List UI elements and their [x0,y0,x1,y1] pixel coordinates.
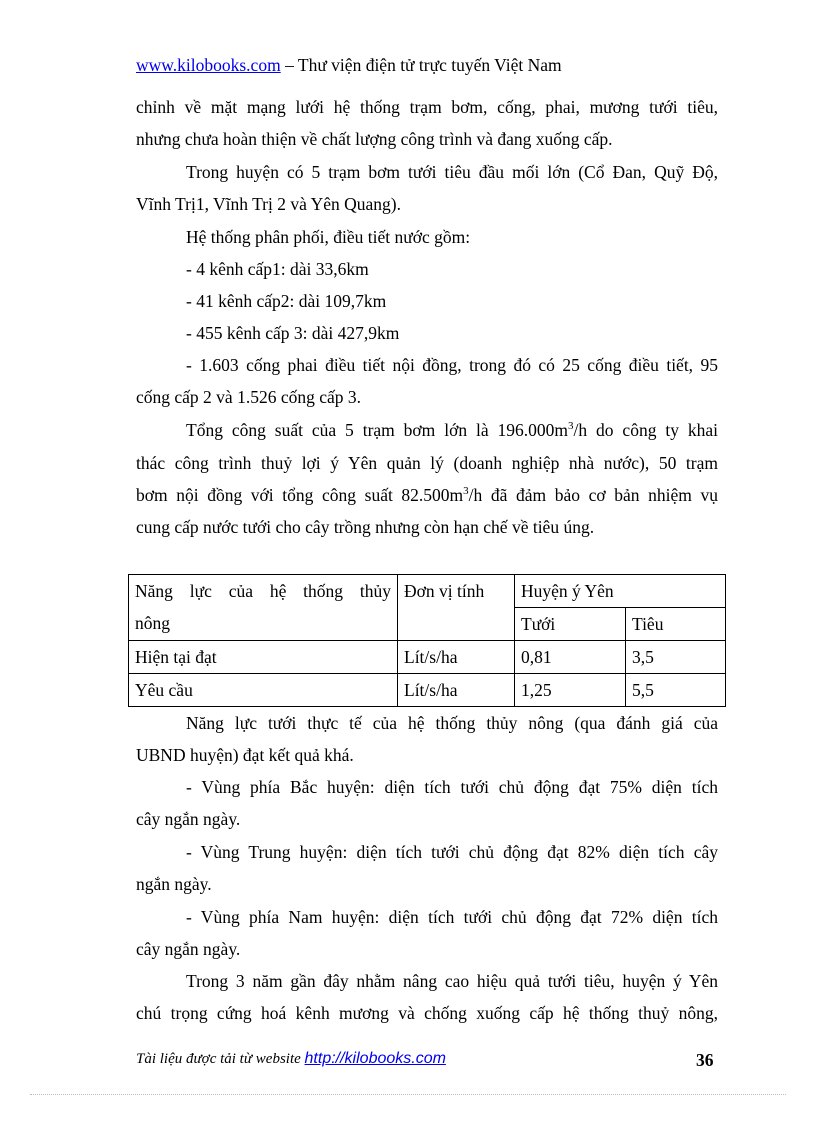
row-label: Yêu cầu [129,674,398,707]
paragraph-line: Tổng công suất của 5 trạm bơm lớn là $196.000m^3/h$ do công ty khai [186,420,718,440]
paragraph-line: ngắn ngày. [136,874,212,894]
paragraph-line: cây ngắn ngày. [136,939,241,959]
paragraph-line: - Vùng phía Bắc huyện: diện tích tưới chủ động đạt 75% diện tích [186,777,718,797]
row-unit: Lít/s/ha [398,641,515,674]
paragraph-line: - Vùng Trung huyện: diện tích tưới chủ động đạt 82% diện tích cây [186,842,718,862]
paragraph-line: chú trọng cứng hoá kênh mương và chống xuống cấp hệ thống thuỷ nông, [136,1003,718,1023]
paragraph-line: thác công trình thuỷ lợi ý Yên quản lý (doanh nghiệp nhà nước), 50 trạm [136,453,718,473]
paragraph-line: Hệ thống phân phối, điều tiết nước gồm: [186,227,471,247]
header-irrigation: Tưới [515,608,626,641]
paragraph-line: Vĩnh Trị1, Vĩnh Trị 2 và Yên Quang). [136,194,401,214]
table-row [129,674,726,707]
list-item: - 41 kênh cấp2: dài 109,7km [186,291,387,311]
table-header-row [129,575,726,608]
row-unit: Lít/s/ha [398,674,515,707]
row-irrigation: 1,25 [515,674,626,707]
paragraph-line: cống cấp 2 và 1.526 cống cấp 3. [136,387,361,407]
paragraph-line: cung cấp nước tưới cho cây trồng nhưng còn hạn chế về tiêu úng. [136,517,595,537]
footer-link[interactable]: http://kilobooks.com [304,1050,446,1067]
list-item: - 455 kênh cấp 3: dài 427,9km [186,323,400,343]
paragraph-line: - Vùng phía Nam huyện: diện tích tưới chủ động đạt 72% diện tích [186,907,718,927]
page-footer [136,1050,446,1068]
table-row [129,641,726,674]
paragraph-line: bơm nội đồng với tổng công suất $82.500m^3/h$ đã đảm bảo cơ bản nhiệm vụ [136,485,718,505]
row-label: Hiện tại đạt [129,641,398,674]
paragraph-line: cây ngắn ngày. [136,809,241,829]
paragraph-line: nhưng chưa hoàn thiện về chất lượng công trình và đang xuống cấp. [136,129,613,149]
footer-text: Tài liệu được tải từ website [136,1051,305,1067]
header-district: Huyện ý Yên [515,575,726,608]
row-drainage: 5,5 [626,674,726,707]
paragraph-line: chỉnh về mặt mạng lưới hệ thống trạm bơm, cống, phai, mương tưới tiêu, [136,97,718,117]
paragraph-line: - 1.603 cống phai điều tiết nội đồng, trong đó có 25 cống điều tiết, 95 [186,355,718,375]
page-bottom-divider [30,1094,786,1095]
header-capacity: Năng lực của hệ thống thủy nông [129,575,398,641]
header-title: – Thư viện điện tử trực tuyến Việt Nam [280,55,562,75]
row-drainage: 3,5 [626,641,726,674]
row-irrigation: 0,81 [515,641,626,674]
header-drainage: Tiêu [626,608,726,641]
header-unit: Đơn vị tính [398,575,515,641]
paragraph-line: Trong huyện có 5 trạm bơm tưới tiêu đầu mối lớn (Cổ Đan, Quỹ Độ, [186,162,718,182]
irrigation-capacity-table [128,574,726,707]
page-number: 36 [696,1050,714,1070]
paragraph-line: UBND huyện) đạt kết quả khá. [136,745,354,765]
paragraph-line: Trong 3 năm gần đây nhằm nâng cao hiệu quả tưới tiêu, huyện ý Yên [186,971,718,991]
page-header [136,54,616,76]
paragraph-line: Năng lực tưới thực tế của hệ thống thủy nông (qua đánh giá của [186,713,718,733]
list-item: - 4 kênh cấp1: dài 33,6km [186,259,369,279]
header-link[interactable]: www.kilobooks.com [136,55,281,75]
